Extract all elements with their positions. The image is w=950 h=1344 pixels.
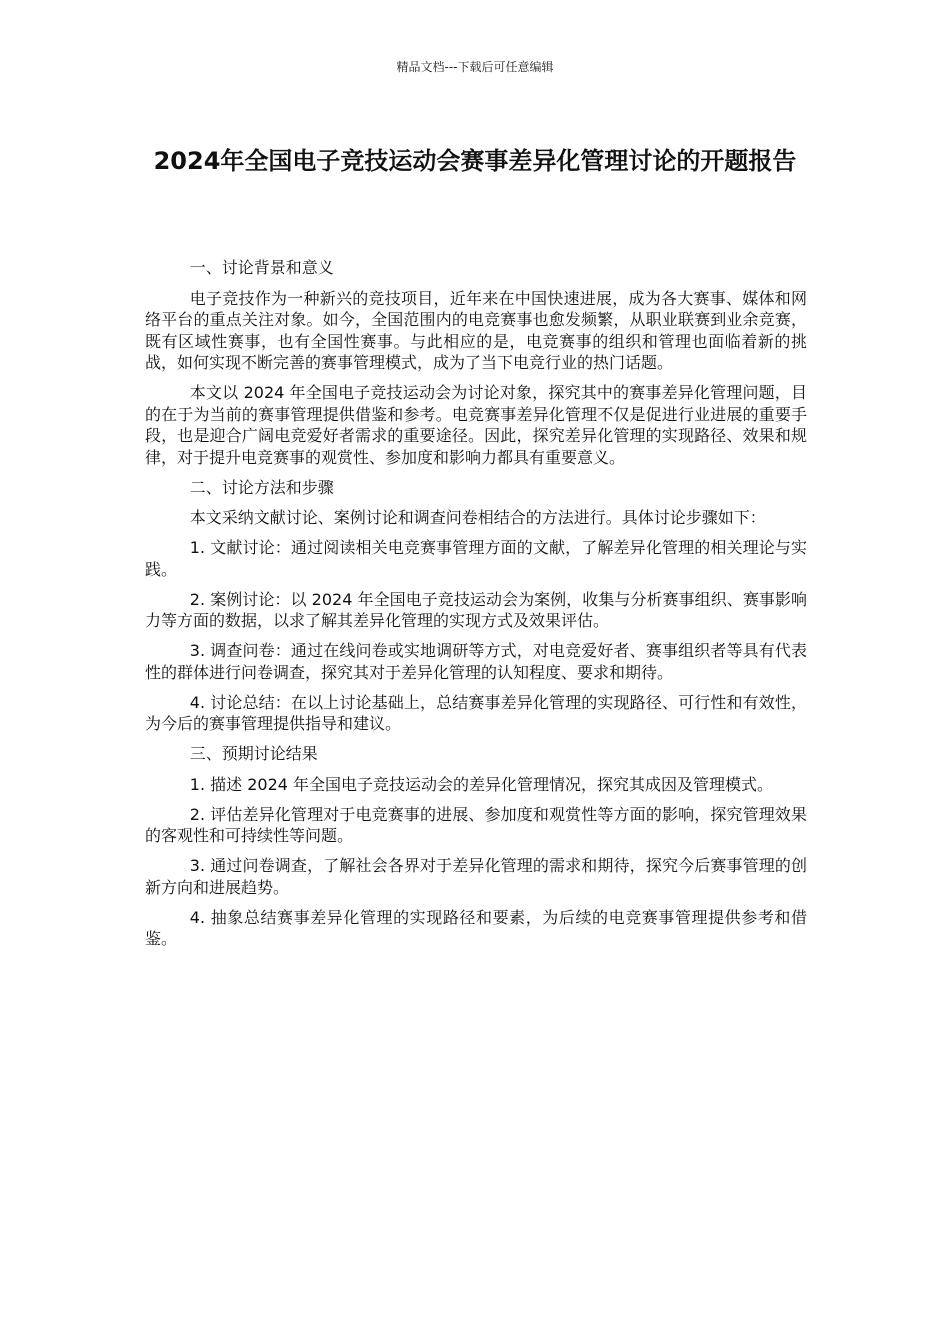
section-heading-results: 三、预期讨论结果	[189, 744, 318, 763]
paragraph-background-2: 本文以 2024 年全国电子竞技运动会为讨论对象，探究其中的赛事差异化管理问题，目的在于为当前的赛事管理提供借鉴和参考。电竞赛事差异化管理不仅是促进行业进展的重要手段，也是迎合广阔电竞爱好者需求的重要途径。因此，探究差异化管理的实现路径、效果和规律，对于提升电竞赛事的观赏性、参加度和影响力都具有重要意义。	[145, 383, 807, 467]
list-item-method-2: 2. 案例讨论：以 2024 年全国电子竞技运动会为案例，收集与分析赛事组织、赛事影响力等方面的数据，以求了解其差异化管理的实现方式及效果评估。	[145, 589, 807, 630]
document-body	[145, 257, 807, 958]
list-item-method-4: 4. 讨论总结：在以上讨论基础上，总结赛事差异化管理的实现路径、可行性和有效性，为今后的赛事管理提供指导和建议。	[145, 692, 807, 733]
list-item-result-2: 2. 评估差异化管理对于电竞赛事的进展、参加度和观赏性等方面的影响，探究管理效果的客观性和可持续性等问题。	[145, 804, 807, 845]
list-item-method-3: 3. 调查问卷：通过在线问卷或实地调研等方式，对电竞爱好者、赛事组织者等具有代表性的群体进行问卷调查，探究其对于差异化管理的认知程度、要求和期待。	[145, 641, 807, 682]
section-heading-methods: 二、讨论方法和步骤	[189, 477, 334, 497]
list-item-result-3: 3. 通过问卷调查，了解社会各界对于差异化管理的需求和期待，探究今后赛事管理的创新方向和进展趋势。	[145, 856, 807, 897]
paragraph-methods-intro: 本文采纳文献讨论、案例讨论和调查问卷相结合的方法进行。具体讨论步骤如下：	[189, 508, 766, 527]
page-header-note: 精品文档---下载后可任意编辑	[396, 60, 554, 74]
document-title: 2024年全国电子竞技运动会赛事差异化管理讨论的开题报告	[153, 147, 797, 175]
list-item-result-1: 1. 描述 2024 年全国电子竞技运动会的差异化管理情况，探究其成因及管理模式。	[189, 774, 774, 794]
list-item-result-4: 4. 抽象总结赛事差异化管理的实现路径和要素，为后续的电竞赛事管理提供参考和借鉴。	[145, 907, 807, 948]
section-heading-background: 一、讨论背景和意义	[189, 258, 334, 277]
paragraph-background-1: 电子竞技作为一种新兴的竞技项目，近年来在中国快速进展，成为各大赛事、媒体和网络平台的重点关注对象。如今，全国范围内的电竞赛事也愈发频繁，从职业联赛到业余竞赛，既有区域性赛事，也有全国性赛事。与此相应的是，电竞赛事的组织和管理也面临着新的挑战，如何实现不断完善的赛事管理模式，成为了当下电竞行业的热门话题。	[145, 288, 807, 372]
list-item-method-1: 1. 文献讨论：通过阅读相关电竞赛事管理方面的文献，了解差异化管理的相关理论与实践。	[145, 538, 807, 579]
